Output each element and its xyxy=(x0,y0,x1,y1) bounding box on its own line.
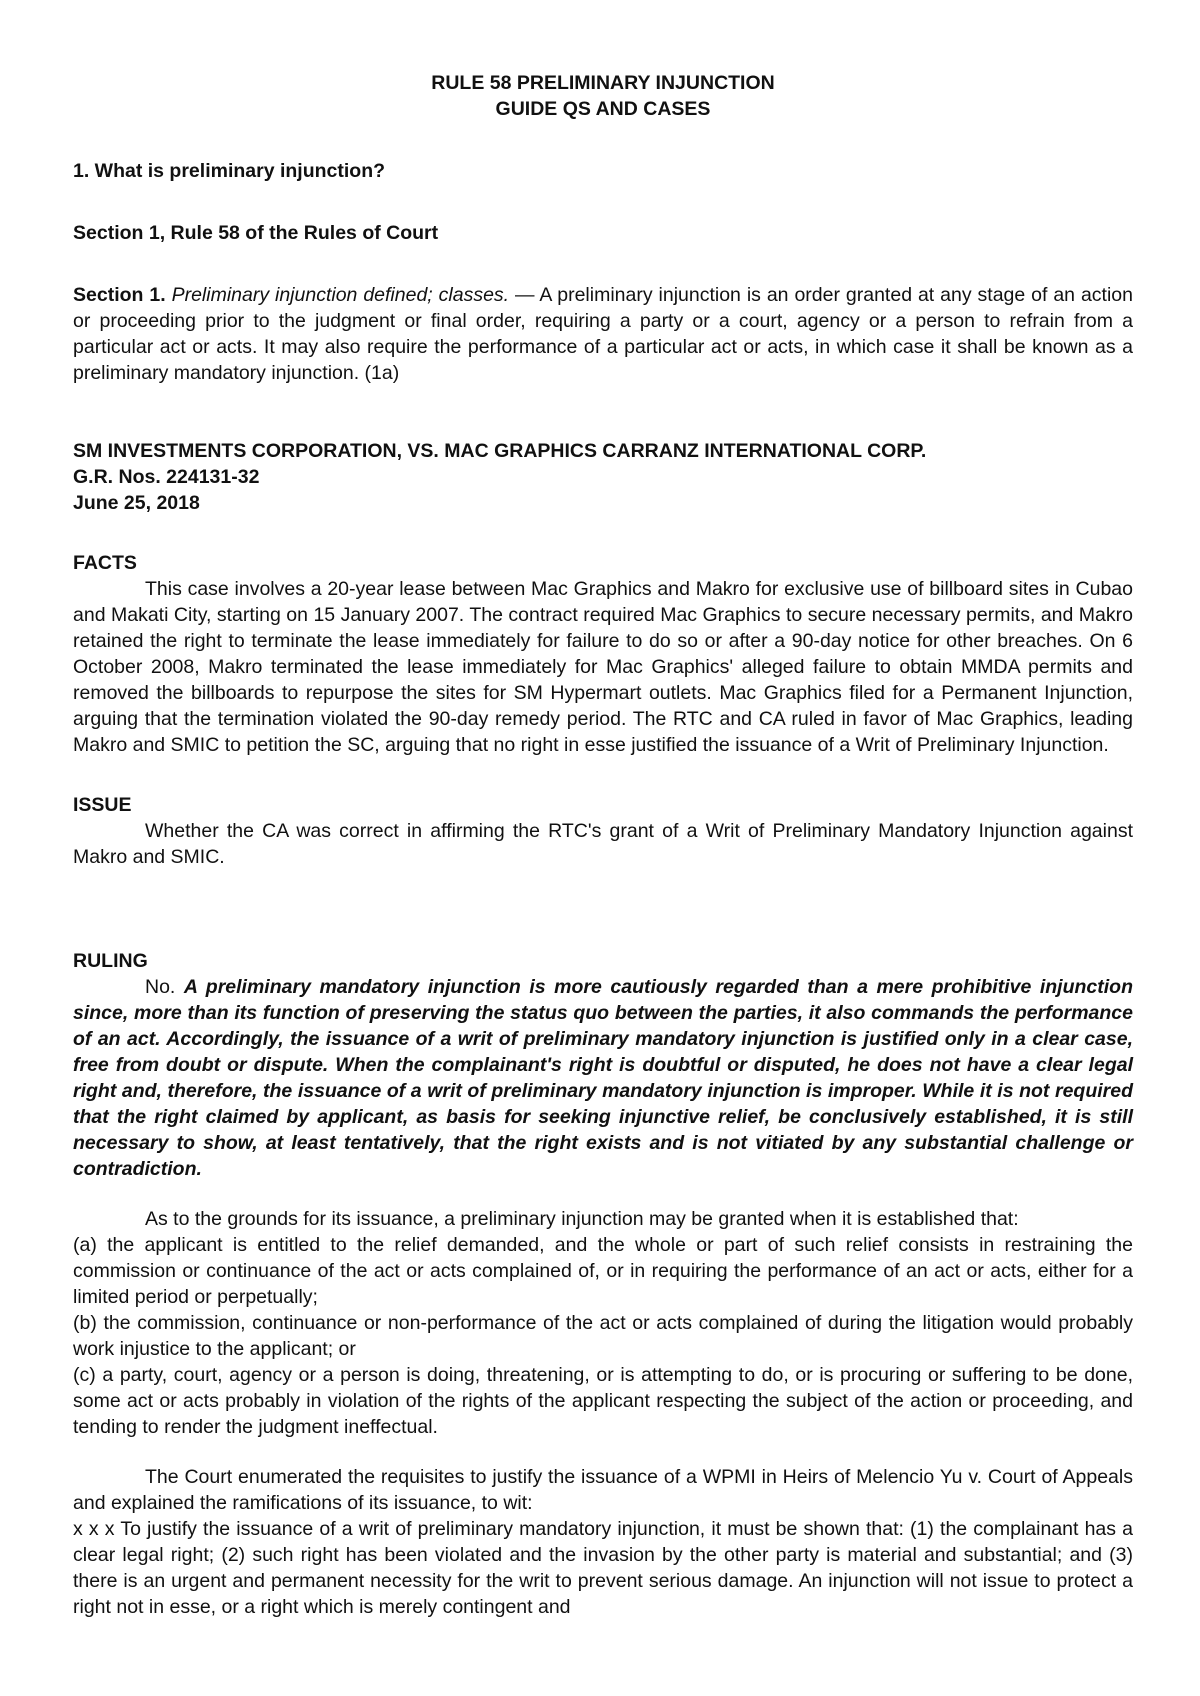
case-date: June 25, 2018 xyxy=(73,492,200,514)
document-title-line2: GUIDE QS AND CASES xyxy=(495,98,711,120)
requisites-intro: The Court enumerated the requisites to justify the issuance of a WPMI in Heirs of Melencio Yu v. Court of Appeals and explained the ramifications of its issuance, to wit: xyxy=(73,1466,1133,1514)
section-heading: Section 1, Rule 58 of the Rules of Court xyxy=(73,222,439,244)
ground-b: (b) the commission, continuance or non-performance of the act or acts complained of during the litigation would probably work injustice to the applicant; or xyxy=(73,1312,1133,1360)
issue-body: Whether the CA was correct in affirming the RTC's grant of a Writ of Preliminary Mandatory Injunction against Makro and SMIC. xyxy=(73,820,1133,868)
section-1-label: Section 1. xyxy=(73,284,166,306)
requisites-quote: x x x To justify the issuance of a writ of preliminary mandatory injunction, it must be shown that: (1) the complainant has a clear legal right; (2) such right has been violated and the invasion by the other party is material and substantial; and (3) there is an urgent and permanent necessity for the writ to prevent serious damage. An injunction will not issue to protect a right not in esse, or a right which is merely contingent and xyxy=(73,1518,1133,1618)
section-1-body: — A preliminary injunction is an order granted at any stage of an action or proceeding prior to the judgment or final order, requiring a party or a court, agency or a person to refrain from a particular act or acts. It may also require the performance of a particular act or acts, in which case it shall be known as a preliminary mandatory injunction. (1a) xyxy=(73,284,1133,384)
document-title-line1: RULE 58 PRELIMINARY INJUNCTION xyxy=(431,72,775,94)
ground-a: (a) the applicant is entitled to the relief demanded, and the whole or part of such relief consists in restraining the commission or continuance of the act or acts complained of, or in requiring the performance of an act or acts, either for a limited period or perpetually; xyxy=(73,1234,1133,1308)
case-gr-number: G.R. Nos. 224131-32 xyxy=(73,466,260,488)
section-1-italic-title: Preliminary injunction defined; classes. xyxy=(171,284,510,306)
ruling-emphasis: A preliminary mandatory injunction is more cautiously regarded than a mere prohibitive injunction since, more than its function of preserving the status quo between the parties, it also commands the performance of an act. Accordingly, the issuance of a writ of preliminary mandatory injunction is justified only in a clear case, free from doubt or dispute. When the complainant's right is doubtful or disputed, he does not have a clear legal right and, therefore, the issuance of a writ of preliminary mandatory injunction is improper. While it is not required that the right claimed by applicant, as basis for seeking injunctive relief, be conclusively established, it is still necessary to show, at least tentatively, that the right exists and is not vitiated by any substantial challenge or contradiction. xyxy=(73,976,1133,1180)
case-title: SM INVESTMENTS CORPORATION, VS. MAC GRAPHICS CARRANZ INTERNATIONAL CORP. xyxy=(73,440,927,462)
facts-body: This case involves a 20-year lease between Mac Graphics and Makro for exclusive use of billboard sites in Cubao and Makati City, starting on 15 January 2007. The contract required Mac Graphics to secure necessary permits, and Makro retained the right to terminate the lease immediately for failure to do so or after a 90-day notice for other breaches. On 6 October 2008, Makro terminated the lease immediately for Mac Graphics' alleged failure to obtain MMDA permits and removed the billboards to repurpose the sites for SM Hypermart outlets. Mac Graphics filed for a Permanent Injunction, arguing that the termination violated the 90-day remedy period. The RTC and CA ruled in favor of Mac Graphics, leading Makro and SMIC to petition the SC, arguing that no right in esse justified the issuance of a Writ of Preliminary Injunction. xyxy=(73,578,1133,756)
ruling-lead: No. xyxy=(145,976,184,998)
question-1: 1. What is preliminary injunction? xyxy=(73,160,386,182)
section-1-paragraph xyxy=(73,282,1133,386)
ruling-heading: RULING xyxy=(73,950,148,972)
ruling-paragraph xyxy=(73,974,1133,1182)
grounds-intro: As to the grounds for its issuance, a preliminary injunction may be granted when it is established that: xyxy=(145,1208,1019,1230)
document-page xyxy=(73,70,1133,1620)
facts-heading: FACTS xyxy=(73,552,137,574)
ground-c: (c) a party, court, agency or a person is doing, threatening, or is attempting to do, or is procuring or suffering to be done, some act or acts probably in violation of the rights of the applicant respecting the subject of the action or proceeding, and tending to render the judgment ineffectual. xyxy=(73,1364,1133,1438)
issue-heading: ISSUE xyxy=(73,794,132,816)
